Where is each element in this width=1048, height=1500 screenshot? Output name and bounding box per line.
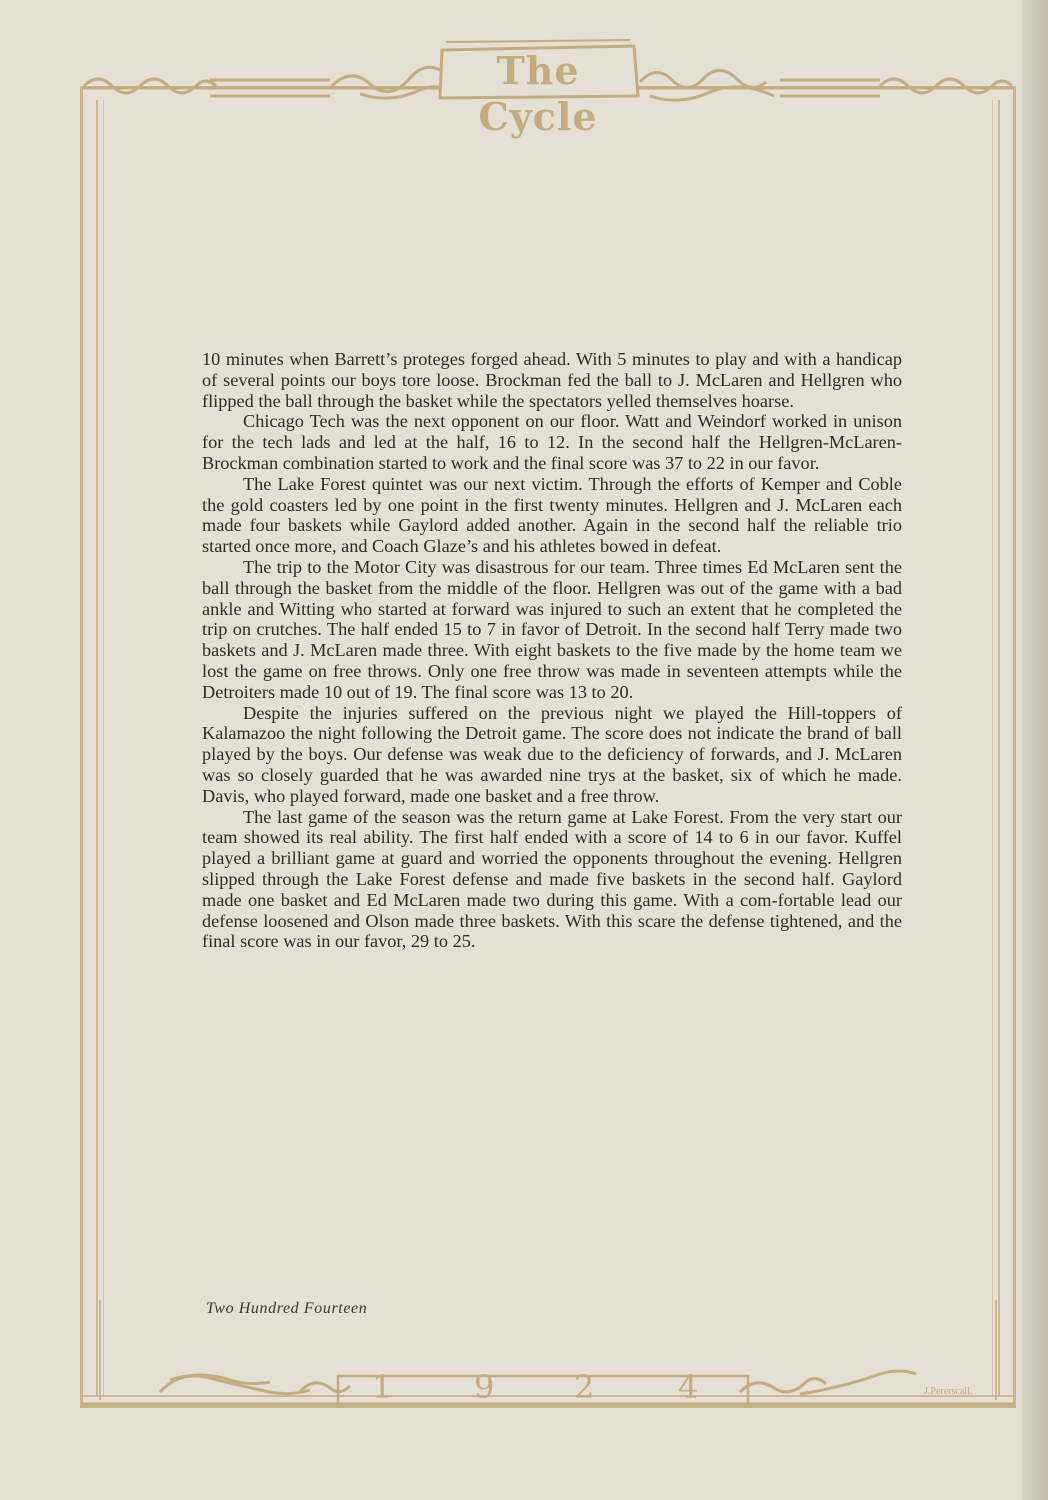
paragraph: Chicago Tech was the next opponent on our floor. Watt and Weindorf worked in unison for the tech lads and led at the half, 16 to 12. In the second half the Hellgren-McLaren-Brockman combination started to work and the final score was 37 to 22 in our favor. (202, 411, 902, 473)
year-digit: 9 (474, 1368, 495, 1406)
paragraph: The trip to the Motor City was disastrous for our team. Three times Ed McLaren sent the ball through the basket from the middle of the floor. Hellgren was out of the game with a bad ankle and Witting who started at forward was injured to such an extent that he completed the trip on crutches. The half ended 15 to 7 in favor of Detroit. In the second half Terry made two baskets and J. McLaren made three. With eight baskets to the five made by the home team we lost the game on free throws. Only one free throw was made in seventeen attempts while the Detroiters made 10 out of 19. The final score was 13 to 20. (202, 556, 902, 702)
paragraph: Despite the injuries suffered on the previous night we played the Hill-toppers of Kalamazoo the night following the Detroit game. The score does not indicate the brand of ball played by the boys. Our defense was weak due to the deficiency of forwards, and J. McLaren was so closely guarded that he was awarded nine trys at the basket, six of which he made. Davis, who played forward, made one basket and a free throw. (202, 702, 902, 806)
paragraph: 10 minutes when Barrett’s proteges forged ahead. With 5 minutes to play and with a handicap of several points our boys tore loose. Brockman fed the ball to J. McLaren and Hellgren who flipped the ball through the basket while the spectators yelled themselves hoarse. (202, 349, 902, 411)
year-digit: 1 (372, 1368, 393, 1406)
artist-signature: J.Pererscall. (924, 1386, 973, 1397)
paragraph: The Lake Forest quintet was our next victim. Through the efforts of Kemper and Coble the gold coasters led by one point in the first twenty minutes. Hellgren and J. McLaren each made four baskets while Gaylord added another. Again in the second half the reliable trio started once more, and Coach Glaze’s and his athletes bowed in defeat. (202, 473, 902, 557)
year-digit: 2 (574, 1368, 595, 1406)
article-text (202, 349, 902, 952)
page-number: Two Hundred Fourteen (206, 1300, 368, 1317)
year-digit: 4 (678, 1368, 699, 1406)
yearbook-title: The Cycle (478, 48, 598, 139)
paragraph: The last game of the season was the return game at Lake Forest. From the very start our team showed its real ability. The first half ended with a score of 14 to 6 in our favor. Kuffel played a brilliant game at guard and worried the opponents throughout the evening. Hellgren slipped through the Lake Forest defense and made five baskets in the second half. Gaylord made one basket and Ed McLaren made two during this game. With a com-fortable lead our defense loosened and Olson made three baskets. With this scare the defense tightened, and the final score was in our favor, 29 to 25. (202, 806, 902, 952)
